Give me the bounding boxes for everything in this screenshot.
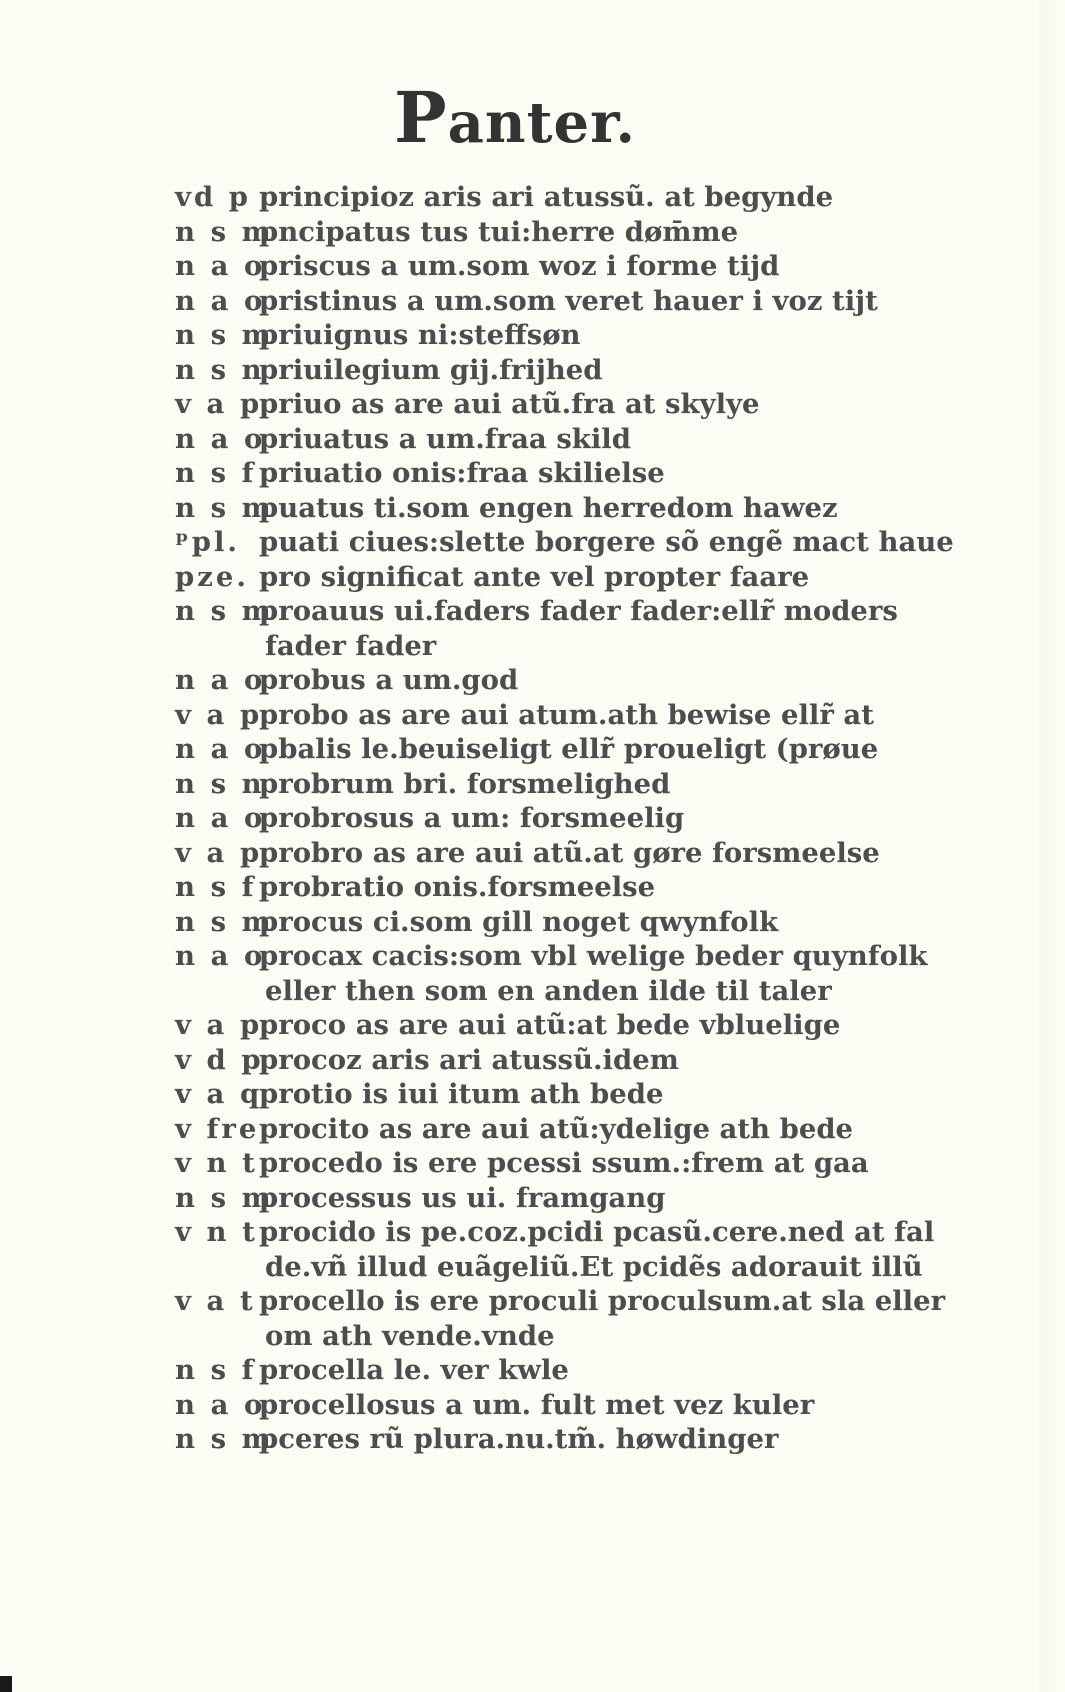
grammar-code: v a p <box>175 388 263 420</box>
dictionary-entry <box>175 525 954 560</box>
entry-definition <box>259 525 954 560</box>
entry-definition <box>259 1077 663 1112</box>
dictionary-entry <box>175 1077 935 1112</box>
definition-line: procella le. ver kwle <box>259 1354 569 1386</box>
entry-definition <box>259 456 665 491</box>
dictionary-entry <box>175 284 935 319</box>
dictionary-entry <box>175 249 935 284</box>
entry-definition <box>259 1008 840 1043</box>
entry-definition <box>259 215 738 250</box>
grammar-code: n s m <box>175 319 274 351</box>
definition-line: priuatus a um.fraa skild <box>259 422 631 455</box>
definition-line: probro as are aui atũ.at gøre forsmeelse <box>259 836 880 869</box>
definition-line: probrum bri. forsmelighed <box>259 767 671 800</box>
entry-definition <box>259 1181 665 1216</box>
entry-definition <box>259 801 684 836</box>
definition-line: priuilegium gij.friјhed <box>259 353 603 386</box>
grammar-code: n s f <box>175 1354 257 1386</box>
dictionary-entry <box>175 905 935 940</box>
dictionary-entry <box>175 1112 935 1147</box>
definition-line: pncipatus tus tui:herre døm̄me <box>259 215 739 248</box>
definition-line: processus us ui. framgang <box>259 1181 666 1214</box>
grammar-code: n s n <box>175 767 265 800</box>
grammar-code: n a o <box>175 422 266 455</box>
dictionary-entry <box>175 1422 935 1457</box>
entry-definition <box>259 939 927 1008</box>
scan-corner-mark <box>0 1676 12 1692</box>
dictionary-entry <box>175 767 935 802</box>
entry-definition <box>259 905 778 940</box>
dictionary-entry-list <box>175 180 954 1457</box>
dictionary-entry <box>175 180 935 215</box>
grammar-code: n s m <box>175 215 274 248</box>
page-heading <box>0 76 1030 159</box>
page-edge-shadow <box>1039 0 1065 1692</box>
dictionary-entry <box>175 387 935 422</box>
definition-line: puatus ti.som engen herredom hawez <box>259 491 838 524</box>
dictionary-entry <box>175 663 935 698</box>
entry-definition <box>259 387 760 422</box>
dictionary-entry <box>175 1215 935 1284</box>
grammar-code: v a p <box>175 698 263 731</box>
dictionary-entry <box>175 353 935 388</box>
entry-definition <box>259 698 874 733</box>
grammar-code: n s n <box>175 353 265 386</box>
definition-line: procellosus a um. fult met vez kuler <box>259 1388 815 1421</box>
grammar-code: pze. <box>175 560 249 593</box>
entry-definition <box>259 1043 679 1078</box>
entry-definition <box>259 1388 814 1423</box>
definition-line: priscus a um.som woz i forme tiјd <box>259 250 780 282</box>
dictionary-entry <box>175 1284 946 1353</box>
grammar-code: n s f <box>175 457 257 489</box>
grammar-code: n s m <box>175 1423 274 1455</box>
dictionary-entry <box>175 456 935 491</box>
dictionary-entry <box>175 215 935 250</box>
dictionary-entry <box>175 698 935 733</box>
definition-line: procoz aris ari atussũ.idem <box>259 1043 679 1076</box>
dictionary-entry <box>175 594 935 663</box>
definition-line: priuo as are aui atũ.fra at skylye <box>259 388 760 420</box>
grammar-code: v a p <box>175 1009 263 1041</box>
definition-line: procax cacis:som vbl welige beder quynfolk <box>259 940 928 972</box>
dictionary-entry <box>175 1008 935 1043</box>
definition-line: proco as are aui atũ:at bede vbluelige <box>259 1009 841 1041</box>
grammar-code: v a t <box>175 1285 256 1317</box>
entry-definition <box>259 1112 853 1147</box>
heading-text: anter. <box>447 90 636 156</box>
grammar-code: v n t <box>175 1216 258 1248</box>
grammar-code: v a q <box>175 1078 263 1110</box>
dictionary-entry <box>175 1043 935 1078</box>
grammar-code: n a o <box>175 802 266 834</box>
definition-line: proauus ui.faders fader fader:ellr̃ moders <box>259 595 898 627</box>
dictionary-entry <box>175 318 935 353</box>
definition-line: pro significat ante vel propter faare <box>259 560 810 593</box>
entry-definition <box>259 318 581 353</box>
definition-continuation-line: eller then som en anden ilde til taler <box>265 974 832 1007</box>
entry-definition <box>259 560 809 595</box>
entry-definition <box>259 180 833 215</box>
definition-line: puati ciues:slette borgere sõ engẽ mact haue <box>259 526 954 558</box>
dictionary-entry <box>175 1181 935 1216</box>
grammar-code: v n t <box>175 1147 258 1179</box>
entry-definition <box>259 1215 934 1284</box>
grammar-code: vd p <box>175 181 252 213</box>
grammar-code: n a o <box>175 940 266 972</box>
dictionary-entry <box>175 1146 935 1181</box>
definition-line: priuignus ni:steffsøn <box>259 319 581 351</box>
grammar-code: ᵖpl. <box>175 526 240 558</box>
grammar-code: v fre. <box>175 1112 272 1145</box>
definition-line: procito as are aui atũ:ydelige ath bede <box>259 1112 854 1145</box>
grammar-code: v d p <box>175 1043 264 1076</box>
entry-definition <box>259 1146 869 1181</box>
definition-line: pceres rũ plura.nu.tm̃. høwdinger <box>259 1423 779 1455</box>
entry-definition <box>259 422 631 457</box>
grammar-code: n s m <box>175 491 274 524</box>
definition-line: procus ci.som gill noget qwynfolk <box>259 905 779 938</box>
dictionary-entry <box>175 732 935 767</box>
grammar-code: n a o <box>175 284 266 317</box>
definition-continuation-line: om ath vende.vnde <box>265 1319 555 1352</box>
entry-definition <box>259 836 880 871</box>
definition-line: procedo is ere pcessi ssum.:frem at gaa <box>259 1147 869 1179</box>
dictionary-entry <box>175 1353 935 1388</box>
grammar-code: n s m <box>175 1181 274 1214</box>
grammar-code: v a p <box>175 836 263 869</box>
grammar-code: n s m <box>175 905 274 938</box>
entry-definition <box>259 594 898 663</box>
entry-definition <box>259 767 670 802</box>
entry-definition <box>259 491 838 526</box>
grammar-code: n a o <box>175 1388 266 1421</box>
entry-definition <box>259 1353 569 1388</box>
entry-definition <box>259 870 655 905</box>
definition-continuation-line: de.vñ illud euãgeliũ.Et pcidẽs adorauit illũ <box>265 1250 923 1283</box>
dictionary-entry <box>175 1388 935 1423</box>
definition-line: probratio onis.forsmeelse <box>259 871 656 903</box>
entry-definition <box>259 284 878 319</box>
definition-line: protio is iui itum ath bede <box>259 1078 664 1110</box>
grammar-code: n a o <box>175 250 266 282</box>
definition-line: probrosus a um: forsmeelig <box>259 802 685 834</box>
grammar-code: n s f <box>175 871 257 903</box>
dictionary-entry <box>175 801 935 836</box>
entry-definition <box>259 249 779 284</box>
heading-initial: P <box>394 76 448 159</box>
dictionary-entry <box>175 870 935 905</box>
dictionary-entry <box>175 939 935 1008</box>
definition-line: pristinus a um.som veret hauer i voz tiјt <box>259 284 878 317</box>
entry-definition <box>259 1284 945 1353</box>
grammar-code: n s m <box>175 595 274 627</box>
dictionary-entry <box>175 560 935 595</box>
dictionary-entry <box>175 422 935 457</box>
grammar-code: n a o <box>175 733 266 765</box>
definition-continuation-line: fader fader <box>265 629 437 662</box>
definition-line: probo as are aui atum.ath bewise ellr̃ at <box>259 698 874 731</box>
dictionary-entry <box>175 836 935 871</box>
entry-definition <box>259 1422 779 1457</box>
definition-line: probus a um.god <box>259 664 519 696</box>
definition-line: procello is ere proculi proculsum.at sla eller <box>259 1285 946 1317</box>
entry-definition <box>259 732 878 767</box>
grammar-code: n a o <box>175 664 266 696</box>
definition-line: priuatio onis:fraa skilielse <box>259 457 665 489</box>
definition-line: pbalis le.beuiseligt ellr̃ proueligt (prøue <box>259 733 879 765</box>
definition-line: principioz aris ari atussũ. at begynde <box>259 181 834 213</box>
entry-definition <box>259 663 518 698</box>
dictionary-entry <box>175 491 935 526</box>
entry-definition <box>259 353 603 388</box>
definition-line: procido is pe.coz.pcidi pcasũ.cere.ned at fal <box>259 1216 935 1248</box>
